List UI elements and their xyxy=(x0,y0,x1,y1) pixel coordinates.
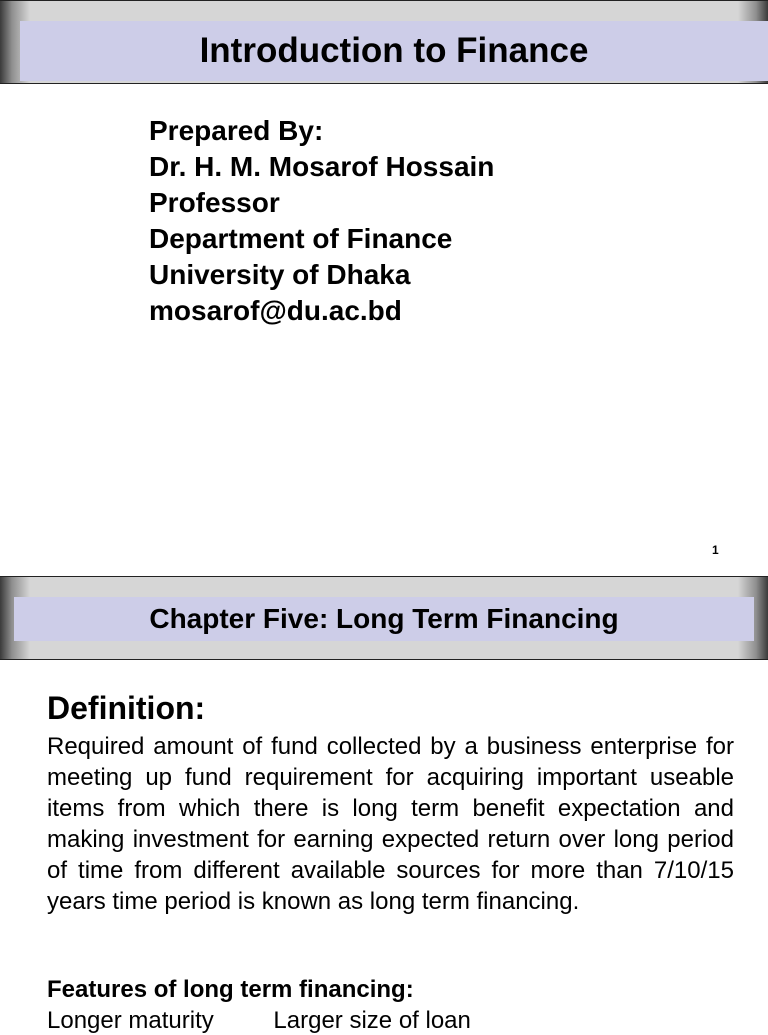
definition-heading: Definition: xyxy=(47,690,206,726)
author-department: Department of Finance xyxy=(149,223,453,254)
features-heading: Features of long term financing: xyxy=(47,976,414,1003)
slide-2-title-bar xyxy=(0,576,768,660)
author-title: Professor xyxy=(149,187,280,218)
definition-text: Required amount of fund collected by a business enterprise for meeting up fund requirement for acquiring important useable items from which there is long term benefit expectation and making investment for earning expected return over long period of time from different available sources for more than 7/10/15 years time period is known as long term financing. xyxy=(47,733,734,915)
author-email: mosarof@du.ac.bd xyxy=(149,295,402,326)
prepared-by-block xyxy=(149,113,494,329)
author-university: University of Dhaka xyxy=(149,259,411,290)
slide-1-title: Introduction to Finance xyxy=(20,21,768,81)
slide-2-title: Chapter Five: Long Term Financing xyxy=(14,597,754,641)
feature-item: Larger size of loan xyxy=(273,1007,471,1034)
features-list xyxy=(47,1007,471,1035)
slide-1-title-bar xyxy=(0,0,768,84)
author-name: Dr. H. M. Mosarof Hossain xyxy=(149,151,495,182)
feature-item: Longer maturity xyxy=(47,1007,214,1034)
slide-page-number: 1 xyxy=(712,543,719,557)
prepared-by-label: Prepared By: xyxy=(149,115,324,146)
